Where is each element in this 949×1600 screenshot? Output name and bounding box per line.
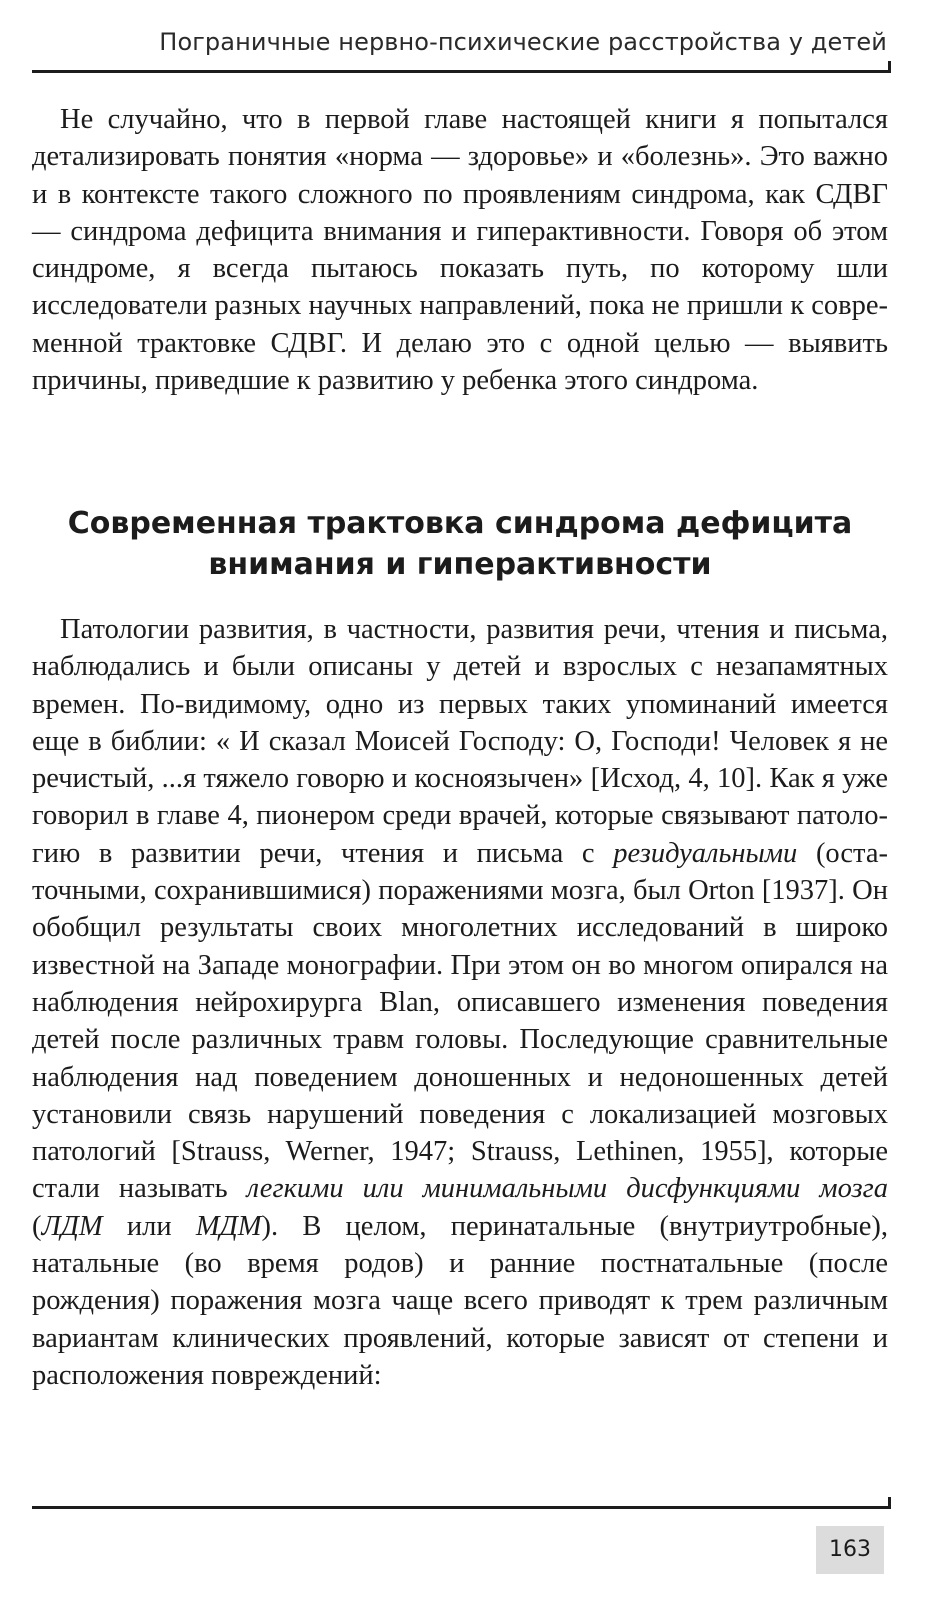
main-paragraph-part-5: ). В целом, перинатальные (внутриутробные), натальные (во время родов) и ранние постнатальные (после рождения) поражения мозга чаще всего приводят к трем различным вариантам клинических проявлений, которые зависят от степени и расположения повреждений:: [32, 1210, 888, 1391]
main-paragraph-part-1: Патологии развития, в частности, развития речи, чтения и письма, наблюдались и были описаны у детей и взрослых с незапамятных времен. По-видимому, одно из первых таких упоминаний имеется еще в библии: « И сказал Моисей Господу: О, Господи! Человек я не речистый, ...я тяжело говорю и косноязычен» [Исход, 4, 10]. Как я уже говорил в главе 4, пионером среди врачей, которые связывают патологию в развитии речи, чтения и письма с: [32, 614, 888, 869]
main-paragraph-part-4: или: [102, 1210, 196, 1242]
header-rule-tick: [888, 61, 891, 73]
section-heading-line-2: внимания и гиперактивности: [208, 547, 712, 582]
term-ldm: ЛДМ: [41, 1210, 103, 1242]
section-heading: [32, 503, 888, 585]
page-number: 163: [816, 1526, 884, 1574]
header-rule: [32, 70, 890, 73]
footer-rule-tick: [888, 1497, 891, 1509]
main-paragraph-part-2: (остаточными, сохранившимися) поражениями мозга, был Orton [1937]. Он обобщил результаты своих многолетних исследований в широко известной на Западе монографии. При этом он во многом опирался на наблюдения нейрохирурга Blan, описавшего изменения поведения детей после различных травм головы. Последующие сравнительные наблюдения над поведением доношенных и недоношенных детей установили связь нарушений поведения с локализацией мозговых патологий [Strauss, Werner, 1947; Strauss, Lethinen, 1955], которые стали называть: [32, 837, 888, 1205]
intro-text-block: [32, 101, 888, 399]
main-paragraph-part-3: (: [32, 1210, 42, 1242]
term-mdm: МДМ: [195, 1210, 262, 1242]
running-head: Пограничные нервно-психические расстройства у детей: [159, 28, 887, 56]
section-heading-line-1: Современная трактовка синдрома дефицита: [67, 506, 853, 541]
main-paragraph: [32, 611, 888, 1394]
main-text-block: [32, 611, 888, 1394]
footer-rule: [32, 1506, 890, 1509]
intro-paragraph: Не случайно, что в первой главе настоящей книги я попытался детализировать понятия «норма — здоровье» и «болезнь». Это важно и в контексте такого сложного по проявлениям синдрома, как СДВГ — синдрома дефицита внимания и гиперактивности. Говоря об этом синдроме, я всегда пытаюсь показать путь, по которому шли исследователи разных научных направлений, пока не пришли к современной трактовке СДВГ. И делаю это с одной целью — выявить причины, приведшие к развитию у ребенка этого синдрома.: [32, 104, 888, 397]
term-minimal-brain-dysfunction: легкими или минимальными дисфункциями мозга: [246, 1173, 888, 1205]
term-residual: резидуальными: [613, 837, 798, 869]
